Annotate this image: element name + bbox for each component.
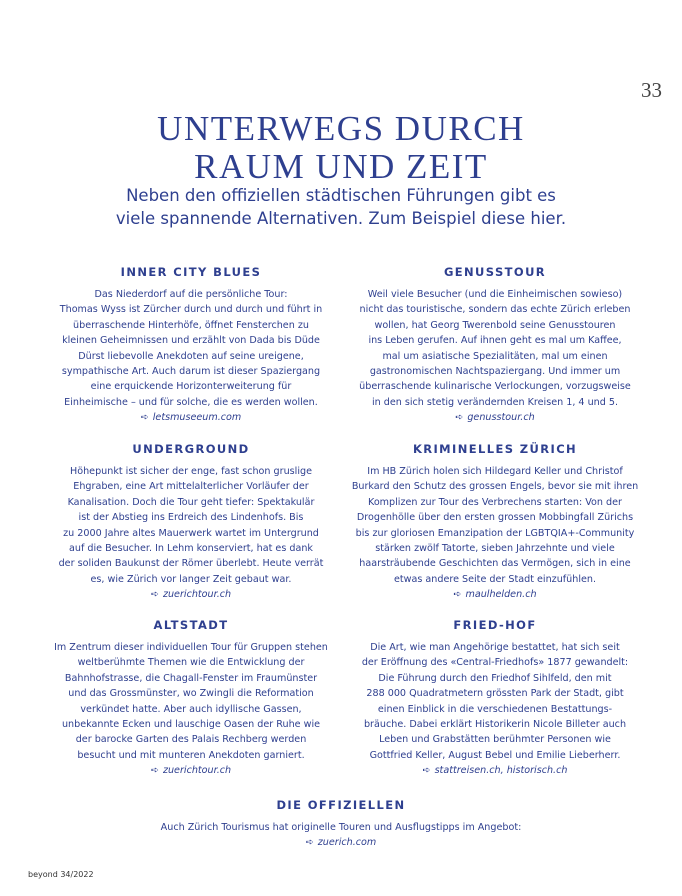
link-text[interactable]: letsmuseeum.com (152, 412, 242, 424)
section-link[interactable] (345, 587, 645, 603)
section-title: INNER CITY BLUES (120, 265, 262, 279)
section-body: Auch Zürich Tourismus hat originelle Touren und Ausflugstipps im Angebot: (160, 822, 522, 833)
section-body: Im Zentrum dieser individuellen Tour für Gruppen stehen weltberühmte Themen wie die Entwicklung der Bahnhofstrasse, die Chagall-Fenster im Fraumünster und das Grossmünster, wo Zwingli die Reformation verkündet hatte. Aber auch idyllische Gassen, unbekannte Ecken und lauschige Oasen der Ruhe wie der barocke Garten des Palais Rechberg werden besucht und mit munteren Anekdoten garniert. (54, 642, 328, 761)
subtitle-line-1: Neben den offiziellen städtischen Führungen gibt es (126, 186, 556, 205)
page-number: 33 (641, 78, 662, 102)
link-text[interactable]: zuerichtour.ch (162, 589, 232, 601)
section-kriminelles-zuerich (345, 442, 645, 603)
section-die-offiziellen (0, 798, 682, 851)
section-link[interactable] (41, 587, 341, 603)
arrow-right-icon: ➪ (455, 412, 464, 424)
section-title: KRIMINELLES ZÜRICH (412, 442, 578, 456)
section-link[interactable] (0, 835, 682, 851)
section-body: Das Niederdorf auf die persönliche Tour: Thomas Wyss ist Zürcher durch und durch und führt in überraschende Hinterhöfe, öffnet Fensterchen zu kleinen Geheimnissen und erzählt von Dada bis Düde Dürst liebevolle Anekdoten auf seine ureigene, sympathische Art. Auch darum ist dieser Spaziergang eine erquickende Horizonterweiterung für Einheimische – und für solche, die es werden wollen. (59, 289, 323, 408)
section-inner-city-blues (41, 265, 341, 426)
title-line-2: RAUM UND ZEIT (194, 147, 488, 186)
section-link[interactable] (41, 763, 341, 779)
footer-issue: beyond 34/2022 (28, 870, 94, 879)
link-text[interactable]: zuerich.com (317, 837, 377, 849)
section-title: DIE OFFIZIELLEN (276, 798, 406, 812)
section-body: Höhepunkt ist sicher der enge, fast schon gruslige Ehgraben, eine Art mittelalterlicher Vorläufer der Kanalisation. Doch die Tour geht tiefer: Spektakulär ist der Abstieg ins Erdreich des Lindenhofs. Bis zu 2000 Jahre altes Mauerwerk wartet im Untergrund auf die Besucher. In Lehm konserviert, hat es dank der soliden Baukunst der Römer überlebt. Heute verrät es, wie Zürich vor langer Zeit gebaut war. (58, 466, 324, 585)
subtitle-line-2: viele spannende Alternativen. Zum Beispiel diese hier. (115, 209, 567, 228)
subtitle (0, 184, 682, 230)
section-title: UNDERGROUND (132, 442, 250, 456)
title-line-1: UNTERWEGS DURCH (157, 109, 525, 148)
arrow-right-icon: ➪ (422, 765, 431, 777)
section-title: FRIED-HOF (453, 618, 537, 632)
arrow-right-icon: ➪ (305, 837, 314, 849)
section-genusstour (345, 265, 645, 426)
link-text[interactable]: zuerichtour.ch (162, 765, 232, 777)
page-title (0, 110, 682, 186)
link-text[interactable]: stattreisen.ch, historisch.ch (434, 765, 568, 777)
arrow-right-icon: ➪ (150, 589, 159, 601)
section-altstadt (41, 618, 341, 779)
section-body: Im HB Zürich holen sich Hildegard Keller und Christof Burkard den Schutz des grossen Engels, bevor sie mit ihren Komplizen zur Tour des Verbrechens starten: Von der Drogenhölle über den ersten grossen Mobbingfall Zürichs bis zur gloriosen Emanzipation der LGBTQIA+-Community stärken zwölf Tatorte, sieben Jahrzehnte und viele haarsträubende Geschichten das Vermögen, sich in eine etwas andere Seite der Stadt einzufühlen. (351, 466, 639, 585)
section-body: Weil viele Besucher (und die Einheimischen sowieso) nicht das touristische, sondern das echte Zürich erleben wollen, hat Georg Twerenbold seine Genusstouren ins Leben gerufen. Auf ihnen geht es mal um Kaffee, mal um asiatische Spezialitäten, mal um einen gastronomischen Nachtspaziergang. Und immer um überraschende kulinarische Verlockungen, vorzugsweise in den sich stetig verändernden Kreisen 1, 4 und 5. (359, 289, 631, 408)
section-body: Die Art, wie man Angehörige bestattet, hat sich seit der Eröffnung des «Central-Friedhofs» 1877 gewandelt: Die Führung durch den Friedhof Sihlfeld, den mit 288 000 Quadratmetern grössten Park der Stadt, gibt einen Einblick in die verschiedenen Bestattungs- bräuche. Dabei erklärt Historikerin Nicole Billeter auch Leben und Grabstätten berühmter Personen wie Gottfried Keller, August Bebel und Emilie Lieberherr. (361, 642, 629, 761)
section-underground (41, 442, 341, 603)
section-link[interactable] (345, 763, 645, 779)
section-fried-hof (345, 618, 645, 779)
arrow-right-icon: ➪ (150, 765, 159, 777)
section-link[interactable] (345, 410, 645, 426)
arrow-right-icon: ➪ (453, 589, 462, 601)
section-title: ALTSTADT (153, 618, 229, 632)
section-link[interactable] (41, 410, 341, 426)
link-text[interactable]: genusstour.ch (467, 412, 535, 424)
section-title: GENUSSTOUR (443, 265, 547, 279)
link-text[interactable]: maulhelden.ch (465, 589, 537, 601)
arrow-right-icon: ➪ (140, 412, 149, 424)
